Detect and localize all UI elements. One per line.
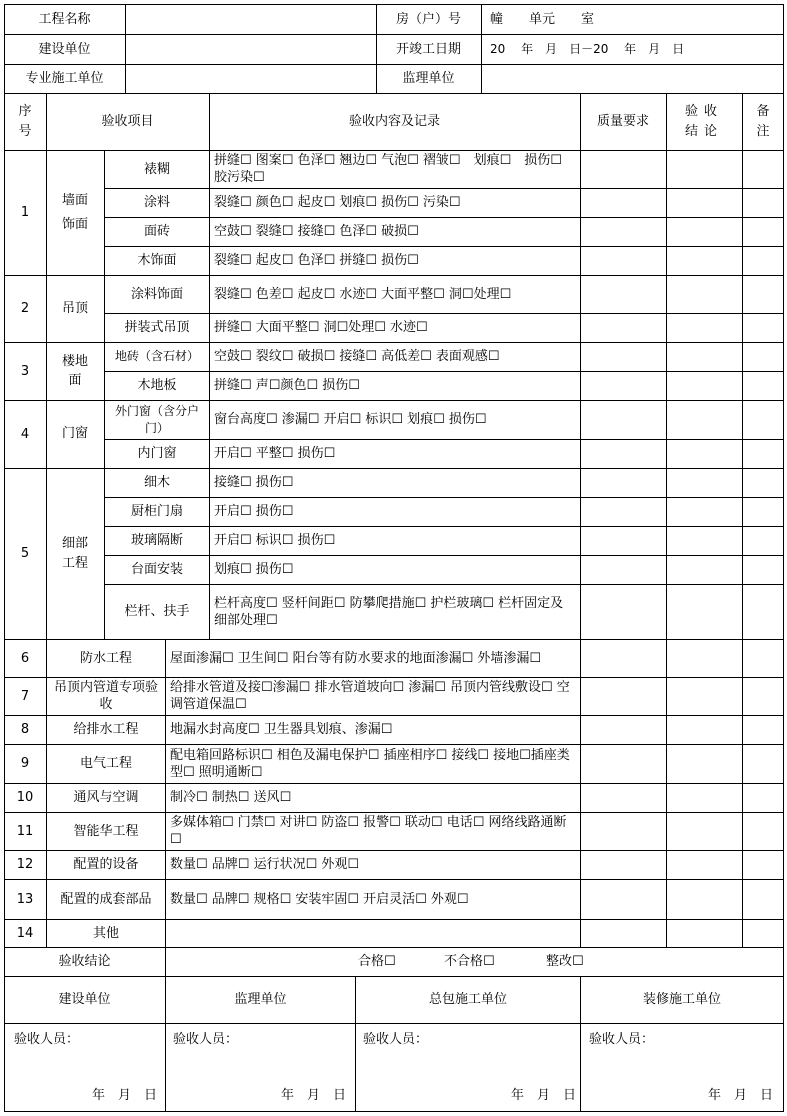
- group-name: 细部工程: [62, 535, 89, 571]
- dates-label: 开竣工日期: [395, 41, 461, 57]
- row-item-content[interactable]: 制冷☐ 制热☐ 送风☐: [170, 790, 292, 805]
- sub-item-name: 栏杆、扶手: [124, 604, 190, 619]
- sign-date[interactable]: 年 月 日: [92, 1088, 158, 1103]
- col-quality: 质量要求: [596, 114, 649, 129]
- sub-item-content[interactable]: 裂缝☐ 颜色☐ 起皮☐ 划痕☐ 损伤☐ 污染☐: [214, 195, 461, 210]
- row-item-content[interactable]: 配电箱回路标识☐ 相色及漏电保护☐ 插座相序☐ 接线☐ 接地☐插座类型☐ 照明通断☐: [170, 747, 570, 780]
- col-item: 验收项目: [101, 114, 154, 129]
- sub-item-name: 台面安装: [130, 562, 183, 577]
- conclusion-rectify[interactable]: 整改☐: [546, 954, 584, 969]
- sign-supervisor: 监理单位: [234, 992, 287, 1007]
- row-item-content[interactable]: 屋面渗漏☐ 卫生间☐ 阳台等有防水要求的地面渗漏☐ 外墙渗漏☐: [170, 650, 542, 666]
- row-seq: 14: [16, 925, 34, 941]
- row-item-name: 智能华工程: [73, 823, 139, 839]
- inspector-label: 验收人员：: [363, 1032, 429, 1047]
- dates-value[interactable]: 20 年 月 日－20 年 月 日: [490, 41, 685, 56]
- border-bottom: [4, 1111, 784, 1112]
- sub-item-content[interactable]: 裂缝☐ 起皮☐ 色泽☐ 拼缝☐ 损伤☐: [214, 253, 419, 268]
- row-seq: 8: [20, 722, 30, 737]
- row-seq: 10: [16, 790, 34, 805]
- sign-date[interactable]: 年 月 日: [708, 1088, 774, 1103]
- col-seq: 序号: [18, 103, 32, 139]
- row-seq: 6: [20, 650, 30, 666]
- sub-item-content[interactable]: 开启☐ 标识☐ 损伤☐: [214, 533, 336, 548]
- sub-item-content[interactable]: 空鼓☐ 裂纹☐ 破损☐ 接缝☐ 高低差☐ 表面观感☐: [214, 349, 500, 364]
- row-item-name: 通风与空调: [73, 790, 139, 805]
- builder-label: 建设单位: [38, 41, 91, 57]
- group-name: 吊顶: [62, 300, 89, 316]
- sign-decorator: 装修施工单位: [642, 992, 721, 1007]
- inspector-label: 验收人员：: [14, 1032, 80, 1047]
- row-item-content[interactable]: 给排水管道及接☐渗漏☐ 排水管道坡向☐ 渗漏☐ 吊顶内管线敷设☐ 空调管道保温☐: [170, 680, 570, 712]
- row-seq: 12: [16, 857, 34, 872]
- sub-item-name: 拼装式吊顶: [124, 320, 190, 335]
- supervisor-field[interactable]: [482, 64, 782, 93]
- sub-item-content[interactable]: 开启☐ 损伤☐: [214, 504, 294, 519]
- sub-item-name: 面砖: [143, 224, 170, 239]
- sign-builder: 建设单位: [58, 992, 111, 1007]
- row-item-name: 给排水工程: [73, 722, 139, 737]
- group-name: 楼地面: [62, 354, 89, 388]
- sub-item-name: 玻璃隔断: [130, 533, 183, 548]
- row-seq: 7: [20, 688, 30, 704]
- sub-item-name: 木饰面: [137, 253, 177, 268]
- grid-line: [165, 947, 166, 1112]
- row-seq: 11: [16, 823, 34, 839]
- row-item-name: 配置的成套部品: [60, 891, 152, 907]
- sub-item-content[interactable]: 开启☐ 平整☐ 损伤☐: [214, 446, 336, 461]
- grid-line: [742, 93, 743, 948]
- sign-date[interactable]: 年 月 日: [281, 1088, 347, 1103]
- sub-item-content[interactable]: 栏杆高度☐ 竖杆间距☐ 防攀爬措施☐ 护栏玻璃☐ 栏杆固定及细部处理☐: [214, 595, 564, 628]
- supervisor-label: 监理单位: [402, 71, 455, 86]
- row-seq: 13: [16, 891, 34, 907]
- grid-line: [580, 93, 581, 948]
- row-seq: 9: [20, 756, 30, 771]
- group-name: 墙面饰面: [62, 192, 89, 232]
- row-item-name: 吊顶内管道专项验收: [54, 680, 159, 712]
- builder-field[interactable]: [126, 34, 376, 64]
- sub-item-name: 地砖（含石材）: [114, 349, 199, 363]
- sub-item-name: 裱糊: [143, 161, 170, 177]
- conclusion-pass[interactable]: 合格☐: [358, 954, 396, 969]
- grid-line: [4, 1023, 784, 1024]
- group-seq: 4: [20, 426, 30, 442]
- sub-item-content[interactable]: 划痕☐ 损伤☐: [214, 562, 294, 577]
- sign-date[interactable]: 年 月 日: [511, 1088, 577, 1103]
- project-name-field[interactable]: [126, 4, 376, 34]
- inspector-label: 验收人员：: [173, 1032, 239, 1047]
- sub-item-content[interactable]: 拼缝☐ 大面平整☐ 洞☐处理☐ 水迹☐: [214, 320, 428, 335]
- sub-item-name: 细木: [143, 475, 170, 490]
- row-item-content[interactable]: 数量☐ 品牌☐ 规格☐ 安装牢固☐ 开启灵活☐ 外观☐: [170, 891, 469, 907]
- row-item-content[interactable]: 多媒体箱☐ 门禁☐ 对讲☐ 防盗☐ 报警☐ 联动☐ 电话☐ 网络线路通断☐: [170, 815, 567, 847]
- row-item-content[interactable]: 数量☐ 品牌☐ 运行状况☐ 外观☐: [170, 857, 360, 872]
- sub-item-name: 木地板: [137, 378, 177, 393]
- conclusion-fail[interactable]: 不合格☐: [444, 954, 495, 969]
- sub-item-content[interactable]: 窗台高度☐ 渗漏☐ 开启☐ 标识☐ 划痕☐ 损伤☐: [214, 412, 487, 427]
- group-name: 门窗: [62, 426, 89, 441]
- sub-item-name: 涂料: [143, 195, 170, 210]
- sub-item-content[interactable]: 拼缝☐ 声☐颜色☐ 损伤☐: [214, 378, 360, 393]
- sub-item-content[interactable]: 拼缝☐ 图案☐ 色泽☐ 翘边☐ 气泡☐ 褶皱☐ 划痕☐ 损伤☐ 胶污染☐: [214, 153, 575, 185]
- border-right: [783, 4, 784, 1112]
- sub-item-content[interactable]: 裂缝☐ 色差☐ 起皮☐ 水迹☐ 大面平整☐ 洞☐处理☐: [214, 286, 512, 302]
- row-item-name: 电气工程: [79, 756, 132, 771]
- col-result: 验收结论: [684, 103, 723, 139]
- row-item-content[interactable]: [166, 919, 580, 947]
- sub-item-name: 厨柜门扇: [130, 504, 183, 519]
- group-seq: 2: [20, 301, 30, 316]
- sub-item-name: 外门窗（含分户门）: [114, 403, 199, 435]
- contractor-field[interactable]: [126, 64, 376, 93]
- sub-item-content[interactable]: 接缝☐ 损伤☐: [214, 475, 294, 490]
- acceptance-form: [4, 4, 784, 1112]
- sub-item-name: 涂料饰面: [130, 286, 183, 302]
- inspector-label: 验收人员：: [589, 1032, 655, 1047]
- group-seq: 1: [20, 205, 30, 220]
- room-label: 房（户）号: [395, 11, 461, 27]
- sub-item-content[interactable]: 空鼓☐ 裂缝☐ 接缝☐ 色泽☐ 破损☐: [214, 224, 419, 239]
- row-item-name: 其他: [92, 925, 119, 941]
- col-content: 验收内容及记录: [348, 114, 440, 129]
- row-item-name: 防水工程: [79, 650, 132, 666]
- grid-line: [666, 93, 667, 948]
- sub-item-name: 内门窗: [137, 446, 177, 461]
- col-remark: 备注: [756, 103, 770, 139]
- contractor-label: 专业施工单位: [25, 71, 104, 86]
- project-name-label: 工程名称: [38, 11, 91, 27]
- room-value[interactable]: 幢 单元 室: [490, 11, 595, 27]
- row-item-content[interactable]: 地漏水封高度☐ 卫生器具划痕、渗漏☐: [170, 722, 393, 737]
- group-seq: 3: [20, 363, 30, 379]
- group-seq: 5: [20, 546, 30, 561]
- conclusion-label: 验收结论: [58, 954, 111, 969]
- row-item-name: 配置的设备: [73, 857, 139, 872]
- sign-general-contractor: 总包施工单位: [428, 992, 507, 1007]
